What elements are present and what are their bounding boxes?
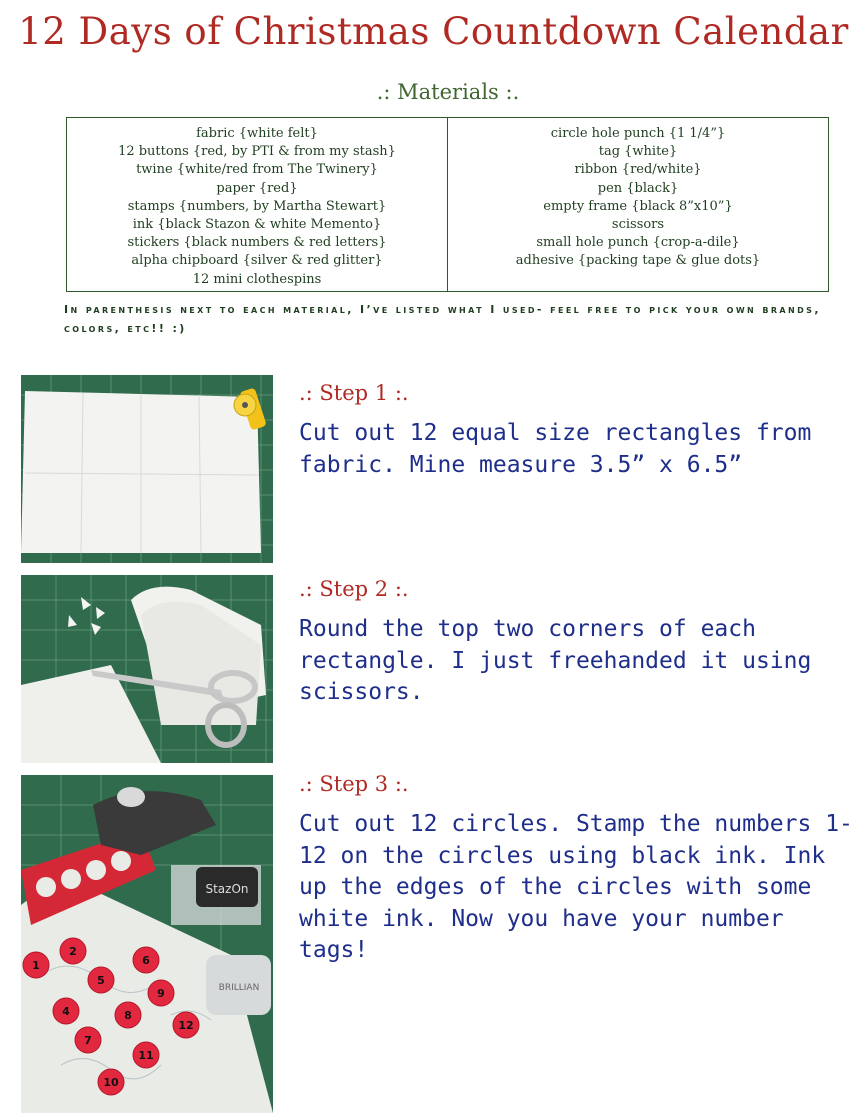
- material-item: empty frame {black 8”x10”}: [543, 198, 733, 214]
- material-item: small hole punch {crop-a-dile}: [536, 235, 740, 251]
- step-2-text: Round the top two corners of each rectangle. I just freehanded it using scissors.: [299, 616, 812, 705]
- circle-number: 7: [84, 1034, 92, 1047]
- step-2-photo: [21, 575, 273, 763]
- material-item: paper {red}: [216, 180, 298, 196]
- material-item: pen {black}: [597, 180, 679, 196]
- circle-number: 11: [138, 1049, 154, 1062]
- circle-number: 8: [124, 1009, 132, 1022]
- material-item: twine {white/red from The Twinery}: [136, 162, 378, 178]
- step-3-label: .: Step 3 :.: [299, 772, 409, 796]
- brilliance-label: BRILLIAN: [218, 983, 260, 993]
- step-3-photo: [21, 775, 273, 1113]
- material-item: adhesive {packing tape & glue dots}: [515, 253, 761, 269]
- material-item: 12 mini clothespins: [192, 271, 322, 287]
- circle-number: 6: [142, 954, 150, 967]
- materials-table: [66, 117, 829, 292]
- step-1-label: .: Step 1 :.: [299, 381, 409, 405]
- material-item: fabric {white felt}: [196, 126, 318, 141]
- material-item: ribbon {red/white}: [574, 162, 702, 178]
- materials-heading: .: Materials :.: [376, 80, 520, 104]
- material-item: stamps {numbers, by Martha Stewart}: [127, 198, 387, 214]
- material-item: circle hole punch {1 1/4”}: [550, 126, 726, 141]
- materials-left-column: [67, 118, 448, 291]
- material-item: stickers {black numbers & red letters}: [127, 235, 387, 251]
- material-item: scissors: [611, 217, 665, 233]
- step-1-photo: [21, 375, 273, 563]
- circle-number: 2: [69, 945, 77, 958]
- circle-number: 10: [103, 1076, 119, 1089]
- step-3-text: Cut out 12 circles. Stamp the numbers 1-12 on the circles using black ink. Ink up the edges of the circles with some white ink. Now you have your number tags!: [299, 811, 853, 963]
- materials-note: In parenthesis next to each material, I’ve listed what I used- feel free to pick your own brands, colors, etc!! :): [64, 303, 821, 335]
- step-2-label: .: Step 2 :.: [299, 577, 409, 601]
- material-item: 12 buttons {red, by PTI & from my stash}: [118, 144, 396, 160]
- stazon-label: StazOn: [205, 882, 249, 896]
- material-item: ink {black Stazon & white Memento}: [132, 217, 382, 233]
- materials-right-column: [448, 118, 828, 291]
- step-1-text: Cut out 12 equal size rectangles from fabric. Mine measure 3.5” x 6.5”: [299, 420, 812, 478]
- material-item: alpha chipboard {silver & red glitter}: [131, 253, 383, 269]
- circle-number: 1: [32, 959, 40, 972]
- circle-number: 5: [97, 974, 105, 987]
- circle-number: 12: [178, 1019, 194, 1032]
- circle-number: 4: [62, 1005, 70, 1018]
- circle-number: 9: [157, 987, 165, 1000]
- page-title: 12 Days of Christmas Countdown Calendar: [18, 10, 849, 53]
- material-item: tag {white}: [598, 144, 678, 160]
